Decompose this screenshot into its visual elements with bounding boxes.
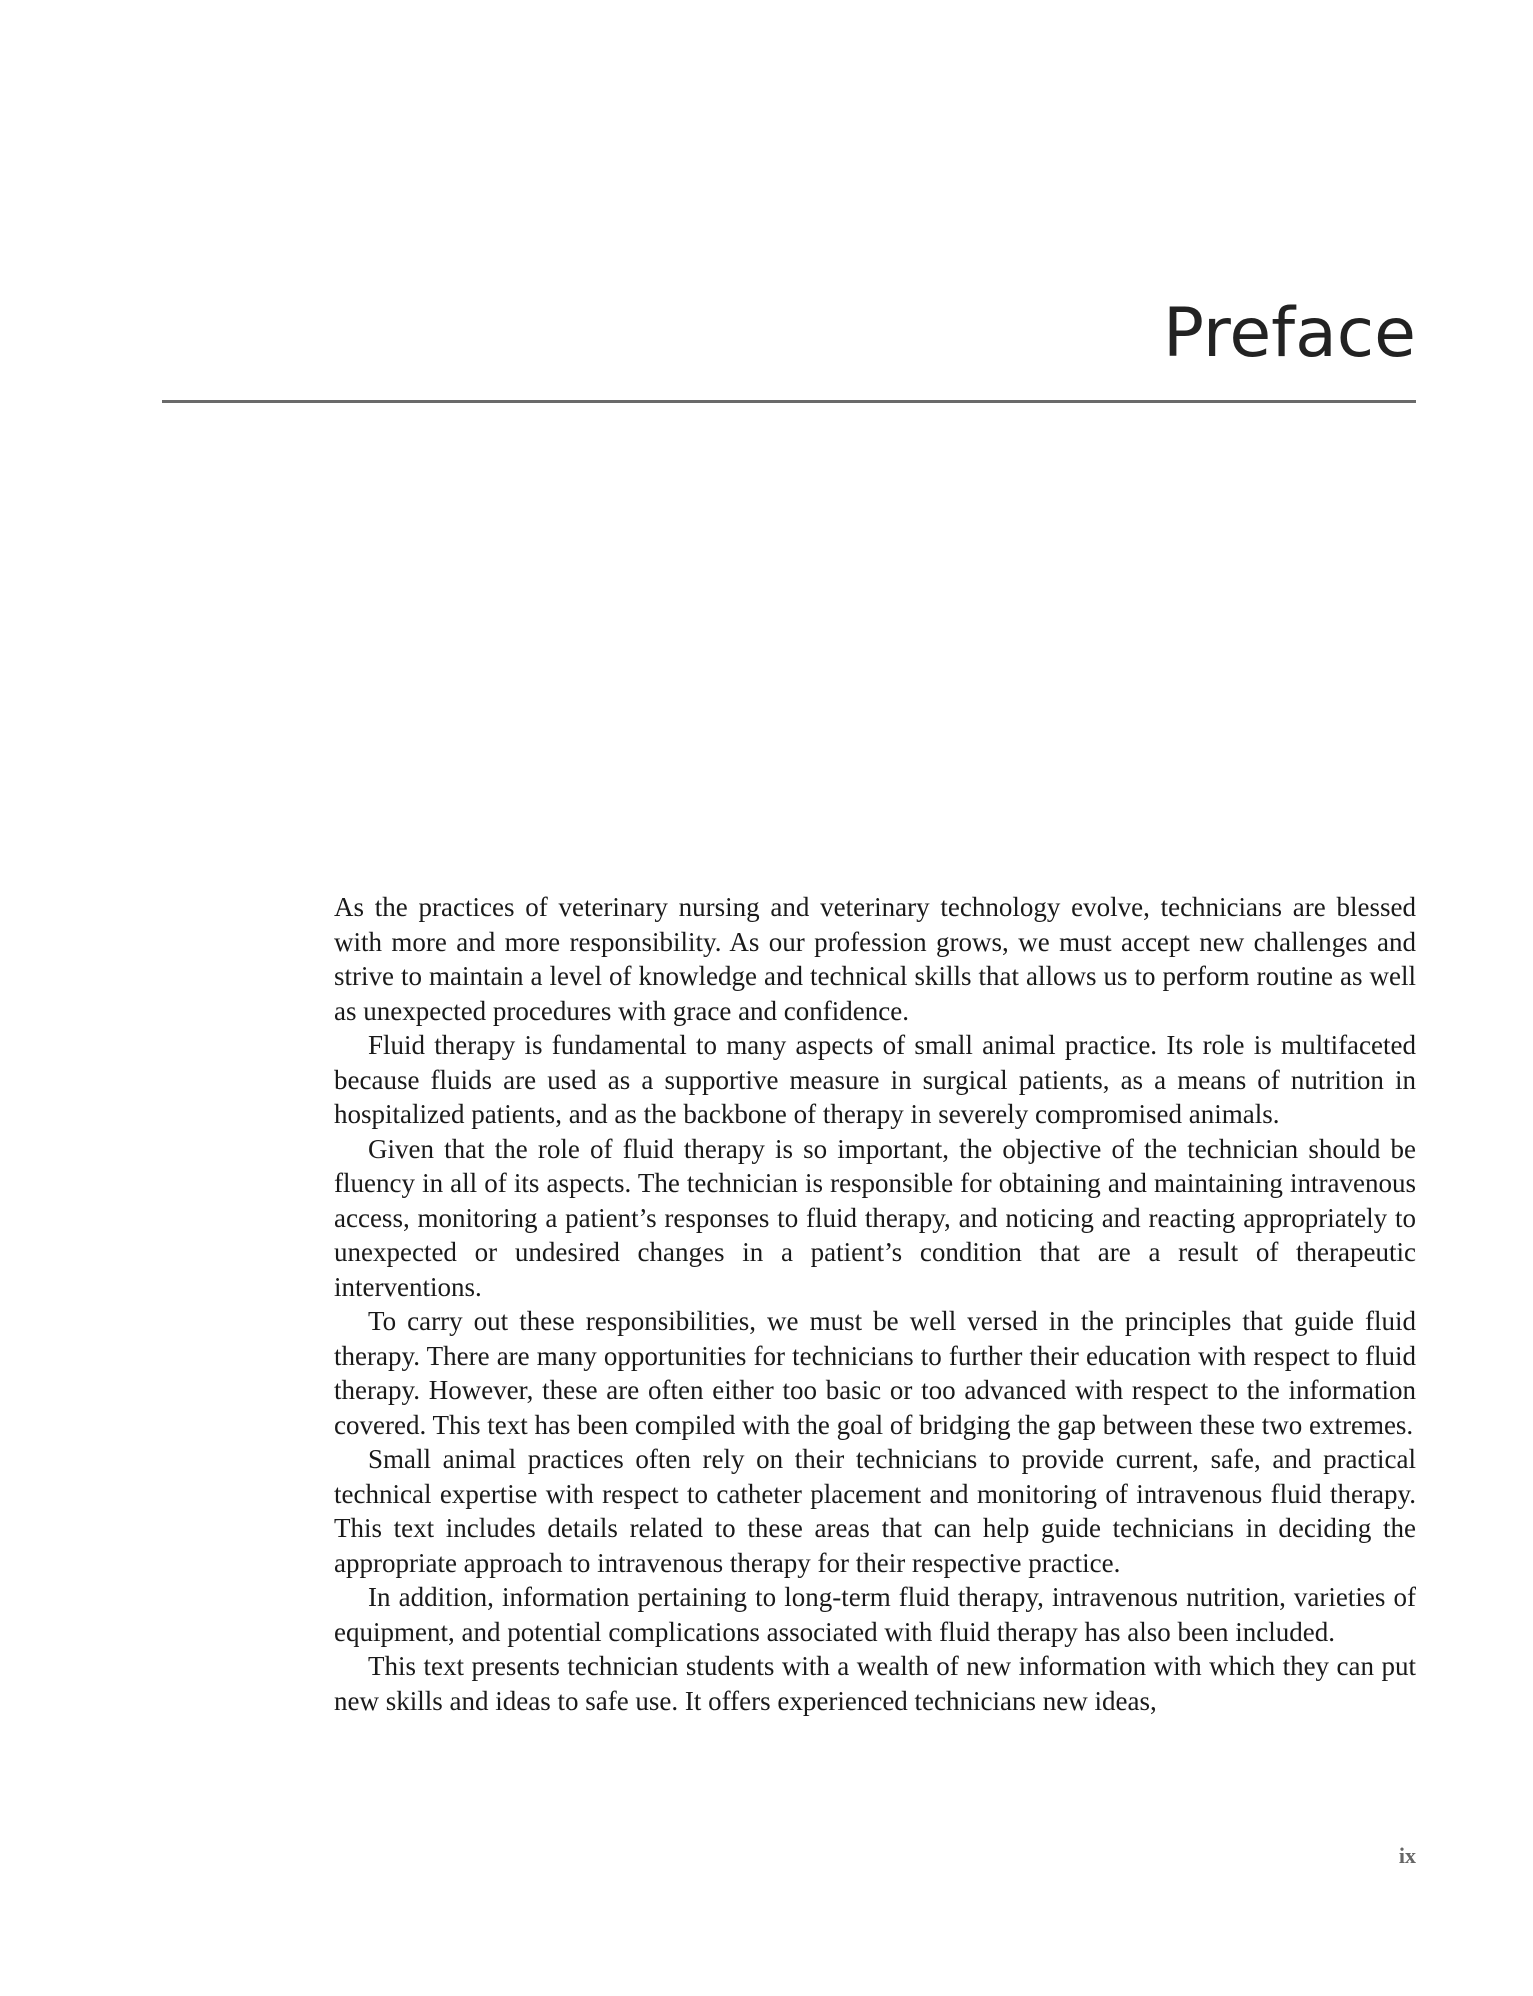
paragraph-6: In addition, information pertaining to long-term fluid therapy, intravenous nutrition, varieties of equipment, and potential complications associated with fluid therapy has also been included. bbox=[334, 1582, 1416, 1647]
paragraph-2: Fluid therapy is fundamental to many aspects of small animal practice. Its role is multifaceted because fluids are used as a supportive measure in surgical patients, as a means of nutrition in hospitalized patients, and as the backbone of therapy in severely compromised animals. bbox=[334, 1030, 1416, 1129]
chapter-title: Preface bbox=[1163, 294, 1416, 373]
page-number: ix bbox=[1398, 1843, 1416, 1868]
paragraph-7: This text presents technician students with a wealth of new information with which they can put new skills and ideas to safe use. It offers experienced technicians new ideas, bbox=[334, 1651, 1416, 1716]
paragraph-1: As the practices of veterinary nursing and veterinary technology evolve, technicians are blessed with more and more responsibility. As our profession grows, we must accept new challenges and strive to maintain a level of knowledge and technical skills that allows us to perform routine as well as unexpected procedures with grace and confidence. bbox=[334, 892, 1416, 1026]
paragraph-4: To carry out these responsibilities, we must be well versed in the principles that guide fluid therapy. There are many opportunities for technicians to further their education with respect to fluid therapy. However, these are often either too basic or too advanced with respect to the information covered. This text has been compiled with the goal of bridging the gap between these two extremes. bbox=[334, 1306, 1416, 1440]
paragraph-5: Small animal practices often rely on their technicians to provide current, safe, and practical technical expertise with respect to catheter placement and monitoring of intravenous fluid therapy. This text includes details related to these areas that can help guide technicians in deciding the appropriate approach to intravenous therapy for their respective practice. bbox=[334, 1444, 1416, 1578]
paragraph-3: Given that the role of fluid therapy is so important, the objective of the technician should be fluency in all of its aspects. The technician is responsible for obtaining and maintaining intravenous access, monitoring a patient’s responses to fluid therapy, and noticing and reacting appropriately to unexpected or undesired changes in a patient’s condition that are a result of therapeutic interventions. bbox=[334, 1133, 1416, 1302]
title-rule-divider bbox=[162, 400, 1416, 403]
body-text bbox=[334, 890, 1416, 1718]
